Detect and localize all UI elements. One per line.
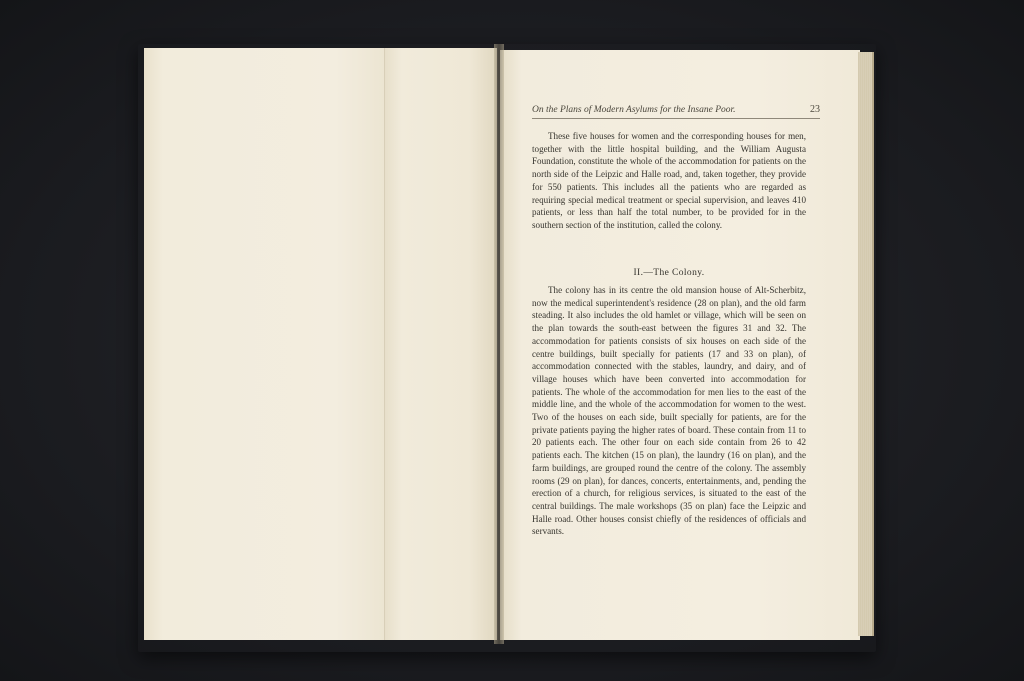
left-page-fold — [384, 48, 497, 640]
running-header — [532, 104, 820, 119]
paragraph-2: The colony has in its centre the old mansion house of Alt-Scherbitz, now the medical superintendent's residence (28 on plan), and the old farm steading. It also includes the old hamlet or village, which will be seen on the plan towards the south-east between the figures 31 and 32. The accommodation for patients consists of six houses on each side of the centre buildings, built specially for patients (17 and 33 on plan), of accommodation connected with the stables, laundry, and dairy, and of village houses which have been converted into accommodation for patients. The whole of the accommodation for men lies to the east of the middle line, and the whole of the accommodation for women to the west. Two of the houses on each side, built specially for patients, are for the private patients paying the higher rates of board. These contain from 11 to 20 patients each. The other four on each side contain from 26 to 42 patients each. The kitchen (15 on plan), the laundry (16 on plan), and the farm buildings, are grouped round the centre of the colony. The assembly rooms (29 on plan), for dances, concerts, entertainments, and, pending the erection of a church, for religious services, is situated to the east of the central buildings. The male workshops (35 on plan) face the Leipzic and Halle road. Other houses consist chiefly of the residences of officials and servants. — [532, 285, 806, 537]
page-number: 23 — [810, 104, 820, 115]
section-heading: II.—The Colony. — [633, 268, 705, 278]
left-page-blank — [144, 48, 384, 640]
page-edges — [858, 52, 874, 636]
running-header-title: On the Plans of Modern Asylums for the Insane Poor. — [532, 105, 736, 115]
paragraph-1: These five houses for women and the corresponding houses for men, together with the little hospital building, and the William Augusta Foundation, constitute the whole of the accommodation for patients on the north side of the Leipzic and Halle road, and, taken together, they provide for 550 patients. This includes all the patients who are regarded as requiring special medical treatment or special supervision, and leaves 410 patients, or less than half the total number, to be provided for in the southern section of the institution, called the colony. — [532, 131, 806, 230]
book-gutter — [494, 44, 504, 644]
